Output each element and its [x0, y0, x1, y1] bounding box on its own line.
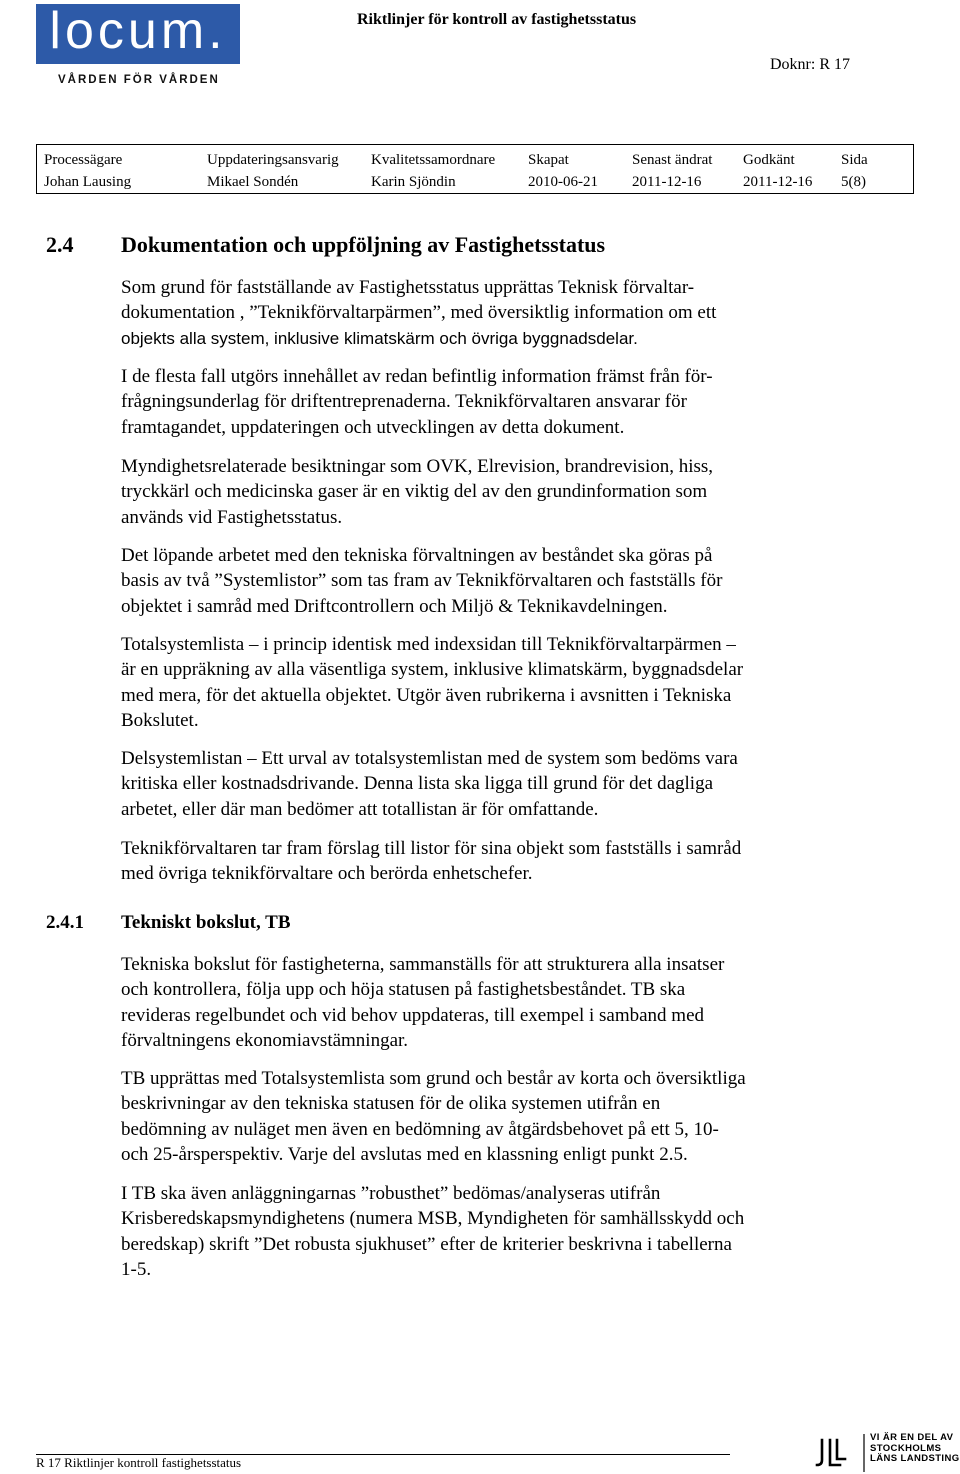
section-title: Dokumentation och uppföljning av Fastighetsstatus — [121, 232, 606, 257]
meta-label: Processägare — [44, 152, 123, 168]
footer-document-ref: R 17 Riktlinjer kontroll fastighetsstatus — [36, 1455, 242, 1470]
text-line: Som grund för fastställande av Fastighetsstatus upprättas Teknisk förvaltar- — [121, 277, 695, 298]
text-line: TB upprättas med Totalsystemlista som grund och består av korta och översiktliga — [121, 1068, 746, 1089]
meta-process-owner — [44, 149, 131, 193]
text-line: Bokslutet. — [121, 710, 199, 732]
subsection-number: 2.4.1 — [46, 912, 84, 933]
meta-value: Johan Lausing — [44, 174, 132, 190]
meta-label: Skapat — [528, 152, 569, 168]
section-number: 2.4 — [46, 232, 74, 257]
meta-approved — [743, 149, 812, 193]
paragraph — [121, 1181, 856, 1283]
meta-page — [841, 149, 868, 193]
text-line: Delsystemlistan – Ett urval av totalsystemlistan med de system som bedöms vara — [121, 748, 738, 769]
text-line: Krisberedskapsmyndighetens (numera MSB, Myndigheten för samhällsskydd och — [121, 1208, 745, 1230]
document-number: Doknr: R 17 — [770, 56, 850, 73]
text-line: beskrivningar av den tekniska statusen för de olika systemen utifrån en — [121, 1093, 661, 1115]
meta-value: Karin Sjöndin — [371, 174, 456, 190]
section-heading — [46, 232, 605, 258]
text-line: och 25-årsperspektiv. Varje del avslutas med en klassning enligt punkt 2.5. — [121, 1144, 688, 1166]
text-line: arbetet, eller där man bedömer att totallistan är för omfattande. — [121, 798, 599, 820]
text-line: Teknikförvaltaren tar fram förslag till listor för sina objekt som fastställs i samråd — [121, 838, 742, 859]
subsection-heading — [46, 912, 291, 934]
metadata-table — [36, 144, 914, 194]
logo-tagline: VÅRDEN FÖR VÅRDEN — [58, 74, 220, 86]
text-line: revideras regelbundet och vid behov uppdateras, till exempel i samband med — [121, 1004, 705, 1026]
logo-text: locum. — [49, 2, 227, 60]
text-line: kritiska eller kostnadsdrivande. Denna lista ska ligga till grund för det dagliga — [121, 773, 714, 795]
meta-last-changed — [632, 149, 712, 193]
text-line: I de flesta fall utgörs innehållet av redan befintlig information främst från för- — [121, 366, 713, 387]
meta-label: Uppdateringsansvarig — [207, 152, 339, 168]
text-line: är en uppräkning av alla väsentliga system, inklusive klimatskärm, byggnadsdelar — [121, 659, 744, 681]
text-line: tryckkärl och medicinska gaser är en viktig del av den grundinformation som — [121, 481, 708, 503]
meta-value: 2010-06-21 — [528, 174, 598, 190]
text-line: Tekniska bokslut för fastigheterna, sammanställs för att strukturera alla insatser — [121, 954, 725, 975]
text-line: 1-5. — [121, 1259, 152, 1281]
paragraph — [121, 275, 856, 351]
meta-value: Mikael Sondén — [207, 174, 299, 190]
meta-value: 5(8) — [841, 174, 866, 190]
meta-created — [528, 149, 598, 193]
text-line: förvaltningens ekonomiavstämningar. — [121, 1030, 409, 1052]
document-title: Riktlinjer för kontroll av fastighetsstatus — [357, 11, 637, 28]
meta-value: 2011-12-16 — [632, 174, 702, 190]
text-line: objekts alla system, inklusive klimatskärm och övriga byggnadsdelar. — [121, 328, 638, 348]
paragraph — [121, 364, 856, 440]
paragraph — [121, 836, 856, 887]
text-line: och kontrollera, följa upp och höja statusen på fastighetsbeståndet. TB ska — [121, 979, 686, 1001]
text-line: objektet i samråd med Driftcontrollern och Miljö & Teknikavdelningen. — [121, 595, 668, 617]
meta-update-responsible — [207, 149, 339, 193]
sll-line: VI ÄR EN DEL AV — [870, 1432, 954, 1443]
text-line: med övriga teknikförvaltare och berörda enhetschefer. — [121, 863, 533, 885]
text-line: framtagandet, uppdateringen och utvecklingen av detta dokument. — [121, 416, 625, 438]
text-line: Myndighetsrelaterade besiktningar som OVK, Elrevision, brandrevision, hiss, — [121, 456, 714, 477]
meta-value: 2011-12-16 — [743, 174, 813, 190]
paragraph — [121, 454, 856, 530]
meta-label: Senast ändrat — [632, 152, 713, 168]
sll-line: STOCKHOLMS — [870, 1442, 942, 1454]
text-line: bedömning av nuläget men även en bedömning av åtgärdsbehovet på ett 5, 10- — [121, 1118, 719, 1140]
locum-logo — [36, 4, 240, 64]
text-line: I TB ska även anläggningarnas ”robusthet” bedömas/analyseras utifrån — [121, 1183, 661, 1204]
paragraph — [121, 632, 856, 734]
meta-label: Sida — [841, 152, 868, 168]
meta-label: Godkänt — [743, 152, 795, 168]
text-line: dokumentation , ”Teknikförvaltarpärmen”, med översiktlig information om ett — [121, 302, 717, 324]
paragraph — [121, 952, 856, 1054]
subsection-title: Tekniskt bokslut, TB — [121, 912, 291, 933]
text-line: basis av två ”Systemlistor” som tas fram av Teknikförvaltaren och fastställs för — [121, 570, 723, 592]
text-line: med mera, för det aktuella objektet. Utgör även rubrikerna i avsnitten i Tekniska — [121, 684, 732, 706]
paragraph — [121, 543, 856, 619]
paragraph — [121, 1066, 856, 1168]
sll-line: LÄNS LANDSTING — [870, 1453, 960, 1464]
meta-label: Kvalitetssamordnare — [371, 152, 496, 168]
meta-quality-coordinator — [371, 149, 495, 193]
text-line: används vid Fastighetsstatus. — [121, 506, 343, 528]
text-line: frågningsunderlag för driftentreprenaderna. Teknikförvaltaren ansvarar för — [121, 391, 687, 413]
text-line: Det löpande arbetet med den tekniska förvaltningen av beståndet ska göras på — [121, 545, 713, 566]
text-line: beredskap) skrift ”Det robusta sjukhuset” efter de kriterier beskrivna i tabellerna — [121, 1233, 732, 1255]
sll-wordmark — [870, 1433, 960, 1465]
text-line: Totalsystemlista – i princip identisk med indexsidan till Teknikförvaltarpärmen – — [121, 634, 736, 655]
paragraph — [121, 746, 856, 822]
